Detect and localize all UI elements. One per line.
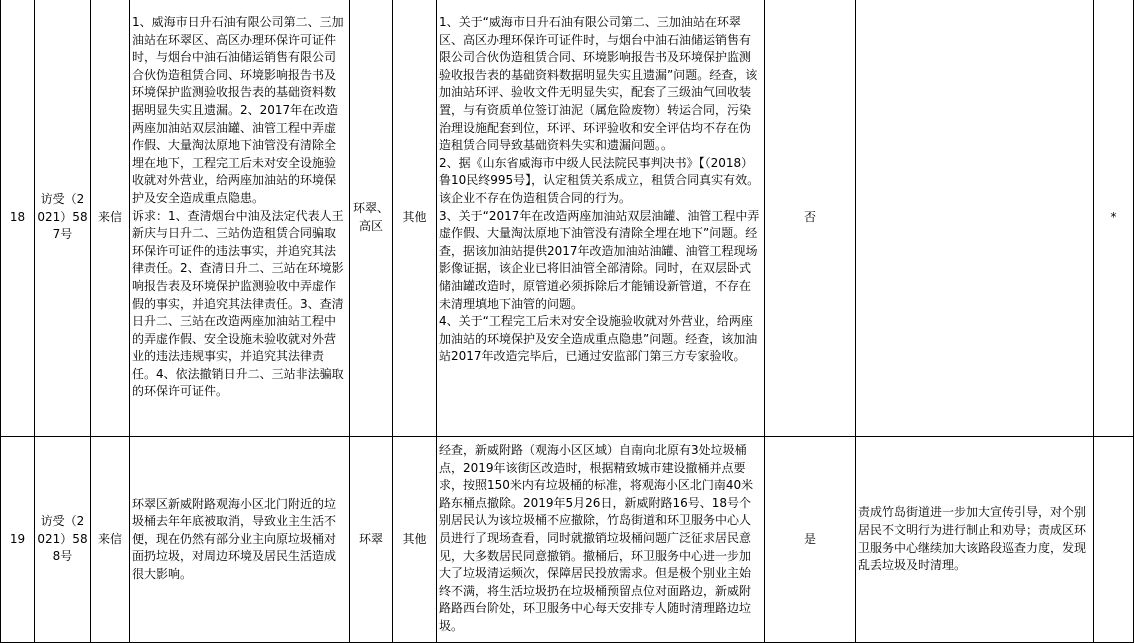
category: 其他	[393, 437, 437, 643]
case-code: 访受（2021）587号	[35, 0, 91, 437]
table-row	[1, 437, 1134, 643]
handling-result	[856, 0, 1094, 437]
complaint-content: 环翠区新威附路观海小区北门附近的垃圾桶去年年底被取消，导致业主生活不便，现在仍然有部分业主向原垃圾桶对面扔垃圾，对周边环境及居民生活造成很大影响。	[130, 437, 350, 643]
is-true: 否	[765, 0, 856, 437]
district: 环翠、高区	[350, 0, 393, 437]
source-type: 来信	[91, 0, 130, 437]
investigation-result: 经查，新威附路（观海小区区域）自南向北原有3处垃圾桶点，2019年该街区改造时，根据精致城市建设撤桶并点要求，按照150米内有垃圾桶的标准，将观海小区北门南40米路东桶点撤除。2019年5月26日，新威附路16号、18号个别居民认为该垃圾桶不应撤除，竹岛街道和环卫服务中心人员进行了现场查看，同时就撤销垃圾桶问题广泛征求居民意见，大多数居民同意撤销。撤桶后，环卫服务中心进一步加大了垃圾清运频次，保障居民投放需求。但是极个别业主始终不满，将生活垃圾扔在垃圾桶预留点位对面路边，新威附路路西台阶处，环卫服务中心每天安排专人随时清理路边垃圾。	[437, 437, 765, 643]
table-row	[1, 0, 1134, 437]
row-number: 19	[1, 437, 35, 643]
complaint-content: 1、威海市日升石油有限公司第二、三加油站在环翠区、高区办理环保许可证件时，与烟台中油石油储运销售有限公司合伙伪造租赁合同、环境影响报告书及环境保护监测验收报告表的基础资料数据明显失实且遗漏。2、2017年在改造两座加油站双层油罐、油管工程中弄虚作假、大量淘汰原地下油管没有清除全埋在地下，工程完工后未对安全设施验收就对外营业，给两座加油站的环境保护及安全造成重点隐患。 诉求：1、查清烟台中油及法定代表人王新庆与日升二、三站伪造租赁合同骗取环保许可证件的违法事实，并追究其法律责任。2、查清日升二、三站在环境影响报告表及环境保护监测验收中弄虚作假的事实，并追究其法律责任。3、查清日升二、三站在改造两座加油站工程中的弄虚作假、安全设施未验收就对外营业的违法违规事实，并追究其法律责任。4、依法撤销日升二、三站非法骗取的环保许可证件。	[130, 0, 350, 437]
case-code: 访受（2021）588号	[35, 437, 91, 643]
handling-result: 责成竹岛街道进一步加大宣传引导，对个别居民不文明行为进行制止和劝导；责成区环卫服务中心继续加大该路段巡查力度，发现乱丢垃圾及时清理。	[856, 437, 1094, 643]
category: 其他	[393, 0, 437, 437]
district: 环翠	[350, 437, 393, 643]
row-number: 18	[1, 0, 35, 437]
is-true: 是	[765, 437, 856, 643]
mark: *	[1094, 0, 1134, 437]
mark	[1094, 437, 1134, 643]
investigation-result: 1、关于“威海市日升石油有限公司第二、三加油站在环翠区、高区办理环保许可证件时，与烟台中油石油储运销售有限公司合伙伪造租赁合同、环境影响报告书及环境保护监测验收报告表的基础资料数据明显失实且遗漏”问题。经查，该加油站环评、验收文件无明显失实，配套了三级油气回收装置，与有资质单位签订油泥（属危险废物）转运合同，污染治理设施配套到位，环评、环评验收和安全评估均不存在伪造租赁合同导致基础资料失实和遗漏问题。。 2、据《山东省威海市中级人民法院民事判决书》【（2018）鲁10民终995号】，认定租赁关系成立，租赁合同真实有效。该企业不存在伪造租赁合同的行为。 3、关于“2017年在改造两座加油站双层油罐、油管工程中弄虚作假、大量淘汰原地下油管没有清除全埋在地下”问题。经查，据该加油站提供2017年改造加油站油罐、油管工程现场影像证据，该企业已将旧油管全部清除。同时，在双层卧式储油罐改造时，原管道必须拆除后才能铺设新管道，不存在未清理填地下油管的问题。 4、关于“工程完工后未对安全设施验收就对外营业，给两座加油站的环境保护及安全造成重点隐患”问题。经查，该加油站2017年改造完毕后，已通过安监部门第三方专家验收。	[437, 0, 765, 437]
source-type: 来信	[91, 437, 130, 643]
